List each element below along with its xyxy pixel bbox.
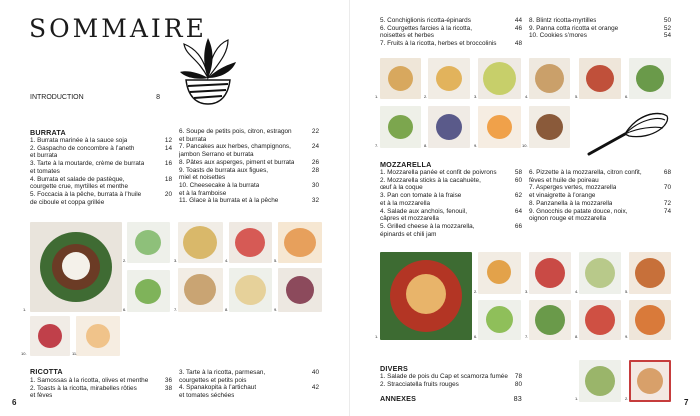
ricotta-cont-list-right	[529, 17, 671, 40]
toc-entry-title: 6. Soupe de petits pois, citron, estragon	[179, 128, 292, 135]
toc-entry[interactable]	[179, 174, 319, 182]
photo-foccacia[interactable]	[278, 222, 322, 263]
mozzarella-list-right	[529, 169, 671, 223]
toc-entry-title: 1. Burrata marinée à la sauce soja	[30, 137, 128, 144]
toc-entry[interactable]	[179, 151, 319, 159]
photo-label-9: 9.	[274, 307, 278, 312]
toc-entry[interactable]	[529, 192, 671, 200]
toc-entry[interactable]	[30, 176, 172, 184]
photo-label-r8: 8.	[424, 143, 428, 148]
photo-tarte-ricotta[interactable]	[478, 58, 521, 99]
toc-entry-title: 5. Conchiglionis ricotta-épinards	[380, 17, 471, 24]
toc-entry-page: 20	[164, 190, 172, 198]
toc-entry-title: 4. Salade aux anchois, fenouil,	[380, 207, 468, 215]
annexes-entry[interactable]	[380, 394, 522, 403]
toc-entry-page: 66	[514, 222, 522, 230]
toc-entry[interactable]	[179, 369, 319, 377]
photo-toasts-mirabelles[interactable]	[428, 58, 470, 99]
toc-entry[interactable]	[30, 160, 172, 168]
whisk-illustration	[587, 110, 672, 158]
toc-entry-page: 54	[663, 32, 671, 40]
toc-entry-page: 42	[311, 384, 319, 392]
toc-entry[interactable]	[380, 184, 522, 192]
toc-entry-title: fèves et huile de poireau	[529, 176, 599, 184]
mozzarella-heading: MOZZARELLA	[380, 160, 432, 169]
toc-entry-title: œuf à la coque	[380, 184, 423, 192]
mozzarella-list-left	[380, 169, 522, 238]
toc-entry-page: 46	[514, 24, 522, 32]
toc-entry[interactable]	[30, 152, 172, 160]
photo-tarte-moutarde[interactable]	[178, 222, 223, 263]
photo-samossas[interactable]	[380, 58, 421, 99]
photo-label-r6: 6.	[625, 94, 629, 99]
photo-label-m1: 1.	[375, 334, 379, 339]
toc-entry[interactable]	[179, 384, 319, 392]
toc-entry[interactable]	[380, 215, 522, 223]
page-number-right: 7	[684, 398, 689, 407]
toc-entry[interactable]	[380, 373, 522, 381]
toc-entry-title: 3. Pan con tomate à la fraise	[380, 192, 462, 200]
toc-entry[interactable]	[179, 377, 319, 385]
photo-blintz[interactable]	[428, 106, 470, 148]
toc-entry[interactable]	[179, 128, 319, 136]
toc-entry-title: et fèves	[30, 392, 53, 400]
photo-salade-pois-du-cap[interactable]	[579, 360, 621, 402]
toc-entry-title: oignon rouge et mozzarella	[529, 215, 607, 223]
photo-label-2: 2.	[123, 258, 127, 263]
toc-entry[interactable]	[30, 385, 172, 393]
toc-entry-page: 68	[663, 169, 671, 176]
toc-entry-page: 16	[164, 160, 172, 168]
toc-entry-title: 6. Pizzette à la mozzarella, citron confit,	[529, 169, 642, 176]
photo-label-m6: 6.	[474, 334, 478, 339]
toc-entry[interactable]	[529, 17, 671, 25]
photo-salade-pasteque[interactable]	[229, 222, 272, 263]
photo-label-d2: 2.	[625, 396, 629, 401]
intro-entry[interactable]	[30, 94, 160, 101]
photo-label-11: 11.	[72, 351, 78, 356]
intro-page: 8	[156, 94, 160, 101]
toc-entry-page: 14	[164, 144, 172, 152]
toc-entry-title: jambon Serrano et burrata	[179, 151, 254, 159]
photo-label-m9: 9.	[625, 334, 629, 339]
photo-gaspacho[interactable]	[127, 222, 170, 263]
photo-label-r7: 7.	[375, 143, 379, 148]
toc-entry[interactable]	[529, 32, 671, 40]
ricotta-list-left	[30, 377, 172, 400]
toc-entry-title: et tomates	[30, 167, 60, 175]
photo-label-6: 6.	[123, 307, 127, 312]
photo-asperges[interactable]	[529, 300, 571, 340]
photo-glace[interactable]	[76, 316, 120, 356]
toc-entry[interactable]	[380, 169, 522, 177]
toc-entry-title: 8. Pâtes aux asperges, piment et burrata	[179, 158, 295, 166]
photo-panzanella[interactable]	[579, 300, 621, 340]
toc-entry[interactable]	[30, 183, 172, 191]
toc-entry-title: 11. Glace à la burrata et à la pêche	[179, 197, 279, 205]
toc-entry[interactable]	[30, 145, 172, 153]
photo-stracciatella[interactable]	[629, 360, 671, 402]
toc-entry[interactable]	[380, 32, 522, 40]
photo-label-4: 4.	[225, 258, 229, 263]
toc-entry-title: 8. Panzanella à la mozzarella	[529, 199, 613, 207]
photo-grilled-cheese[interactable]	[629, 252, 671, 294]
toc-entry-page: 62	[514, 192, 522, 200]
toc-entry-title: 9. Toasts de burrata aux figues,	[179, 166, 269, 174]
toc-entry-title: 1. Mozzarella panée et confit de poivrons	[380, 169, 497, 176]
photo-label-m7: 7.	[525, 334, 529, 339]
photo-label-d1: 1.	[575, 396, 579, 401]
photo-mozzarella-sticks[interactable]	[478, 252, 521, 294]
toc-entry[interactable]	[179, 190, 319, 198]
burrata-list-left	[30, 137, 172, 206]
photo-spanakopita[interactable]	[529, 58, 570, 99]
right-page	[350, 0, 700, 416]
toc-entry-title: 9. Panna cotta ricotta et orange	[529, 24, 619, 32]
photo-courgettes-farcies[interactable]	[629, 58, 671, 99]
toc-entry-title: 2. Toasts à la ricotta, mirabelles rôties	[30, 384, 137, 392]
toc-entry-page: 26	[311, 158, 319, 166]
toc-entry-title: 4. Burrata et salade de pastèque,	[30, 175, 125, 183]
ricotta-cont-list-left	[380, 17, 522, 48]
toc-entry-title: courgette crue, myrtilles et menthe	[30, 183, 129, 191]
toc-entry-title: 5. Foccacia à la pêche, burrata à l’huile	[30, 190, 142, 198]
toc-entry-page: 38	[164, 384, 172, 392]
divers-list	[380, 373, 522, 388]
toc-entry-title: miel et noisettes	[179, 174, 226, 182]
toc-entry[interactable]	[529, 184, 671, 192]
toc-entry-title: 3. Tarte à la ricotta, parmesan,	[179, 369, 266, 376]
toc-entry-title: courgettes et petits pois	[179, 376, 247, 384]
toc-entry[interactable]	[380, 231, 522, 239]
photo-label-r10: 10.	[522, 143, 528, 148]
photo-mozzarella-panee[interactable]	[380, 252, 472, 340]
toc-entry[interactable]	[30, 137, 172, 145]
toc-entry-title: câpres et mozzarella	[380, 215, 439, 223]
toc-entry[interactable]	[380, 200, 522, 208]
toc-entry-page: 30	[311, 181, 319, 189]
toc-entry[interactable]	[179, 182, 319, 190]
burrata-heading: BURRATA	[30, 128, 66, 137]
toc-entry-title: 10. Cookies s’mores	[529, 32, 587, 40]
toc-entry-page: 40	[311, 369, 319, 376]
photo-label-5: 5.	[274, 258, 278, 263]
photo-label-m4: 4.	[575, 289, 579, 294]
toc-entry-title: 8. Blintz ricotta-myrtilles	[529, 17, 597, 24]
toc-entry-page: 36	[164, 377, 172, 384]
photo-label-r1: 1.	[375, 94, 379, 99]
photo-salade-anchois[interactable]	[579, 252, 621, 294]
burrata-list-right	[179, 128, 319, 205]
toc-entry[interactable]	[380, 25, 522, 33]
annexes-heading: ANNEXES	[380, 394, 417, 403]
toc-entry[interactable]	[380, 381, 522, 389]
toc-entry-title: 6. Courgettes farcies à la ricotta,	[380, 24, 472, 32]
photo-label-r2: 2.	[424, 94, 428, 99]
toc-entry-title: 7. Fruits à la ricotta, herbes et broccolinis	[380, 40, 497, 48]
toc-entry-page: 48	[514, 40, 522, 48]
toc-entry-page: 64	[514, 207, 522, 215]
toc-entry[interactable]	[380, 40, 522, 48]
photo-pancakes[interactable]	[178, 268, 223, 312]
photo-soupe-petits-pois[interactable]	[127, 270, 170, 312]
toc-entry[interactable]	[529, 208, 671, 216]
toc-entry-title: 4. Spanakopita à l’artichaut	[179, 384, 257, 392]
toc-entry[interactable]	[529, 25, 671, 33]
photo-cheesecake[interactable]	[30, 316, 70, 356]
toc-entry-title: 10. Cheesecake à la burrata	[179, 181, 260, 189]
toc-entry-page: 80	[514, 380, 522, 388]
toc-entry-page: 22	[311, 128, 319, 135]
toc-entry[interactable]	[529, 177, 671, 185]
toc-entry-title: 5. Grilled cheese à la mozzarella,	[380, 222, 475, 230]
photo-label-r3: 3.	[474, 94, 478, 99]
toc-entry[interactable]	[529, 200, 671, 208]
toc-entry-title: et burrata	[30, 152, 58, 160]
photo-gnocchis[interactable]	[629, 300, 671, 340]
toc-entry-page: 78	[514, 373, 522, 380]
toc-entry-title: épinards et chili jam	[380, 230, 437, 238]
toc-entry-page: 28	[311, 166, 319, 174]
toc-entry[interactable]	[380, 208, 522, 216]
toc-entry-title: 1. Salade de pois du Cap et scamorza fumée	[380, 373, 508, 380]
photo-toasts-figues[interactable]	[278, 268, 322, 312]
photo-label-r9: 9.	[474, 143, 478, 148]
toc-entry-title: et tomates séchées	[179, 392, 235, 400]
salad-bowl-illustration	[178, 38, 238, 110]
photo-label-7: 7.	[174, 307, 178, 312]
toc-entry-title: 1. Samossas à la ricotta, olives et menthe	[30, 377, 149, 384]
photo-label-3: 3.	[174, 258, 178, 263]
toc-entry[interactable]	[380, 17, 522, 25]
photo-label-m8: 8.	[575, 334, 579, 339]
photo-label-m5: 5.	[625, 289, 629, 294]
divers-heading: DIVERS	[380, 364, 408, 373]
toc-entry-page: 52	[663, 24, 671, 32]
toc-entry-title: et à la framboise	[179, 189, 227, 197]
toc-entry[interactable]	[179, 136, 319, 144]
toc-entry-page: 24	[311, 143, 319, 151]
toc-entry-page: 74	[663, 207, 671, 215]
toc-entry-title: et vinaigrette à l’orange	[529, 192, 596, 200]
photo-pan-con-tomate[interactable]	[529, 252, 571, 294]
toc-entry[interactable]	[380, 192, 522, 200]
photo-label-1: 1.	[23, 307, 27, 312]
annexes-page: 83	[513, 394, 522, 403]
toc-entry[interactable]	[179, 143, 319, 151]
photo-label-8: 8.	[225, 307, 229, 312]
photo-burrata-soja[interactable]	[30, 222, 122, 312]
photo-fruits-ricotta[interactable]	[380, 106, 421, 148]
toc-entry-title: de ciboule et coppa grillée	[30, 198, 105, 206]
toc-entry[interactable]	[30, 191, 172, 199]
toc-entry[interactable]	[380, 177, 522, 185]
toc-entry-page: 58	[514, 169, 522, 176]
intro-label: INTRODUCTION	[30, 94, 84, 101]
toc-entry-page: 44	[514, 17, 522, 24]
toc-entry-page: 72	[663, 199, 671, 207]
toc-entry[interactable]	[380, 223, 522, 231]
ricotta-heading: RICOTTA	[30, 367, 63, 376]
toc-entry-page: 70	[663, 184, 671, 192]
photo-conchiglionis[interactable]	[579, 58, 621, 99]
photo-label-r4: 4.	[525, 94, 529, 99]
toc-entry-title: 2. Mozzarella sticks à la cacahuète,	[380, 176, 481, 184]
toc-entry-title: 2. Stracciatella fruits rouges	[380, 380, 459, 388]
page-title: SOMMAIRE	[29, 14, 207, 43]
toc-entry[interactable]	[30, 392, 172, 400]
toc-entry[interactable]	[529, 169, 671, 177]
photo-pizzette[interactable]	[478, 300, 521, 340]
toc-entry-title: 7. Pancakes aux herbes, champignons,	[179, 143, 291, 151]
toc-entry-page: 12	[164, 137, 172, 144]
toc-entry-title: 9. Gnocchis de patate douce, noix,	[529, 207, 628, 215]
photo-cookies[interactable]	[529, 106, 570, 148]
toc-entry[interactable]	[179, 197, 319, 205]
toc-entry-page: 50	[663, 17, 671, 24]
photo-label-10: 10.	[21, 351, 27, 356]
photo-panna-cotta[interactable]	[478, 106, 521, 148]
toc-entry-title: 2. Gaspacho de concombre à l’aneth	[30, 144, 135, 152]
toc-entry-title: et à la mozzarella	[380, 199, 431, 207]
photo-label-m3: 3.	[525, 289, 529, 294]
toc-entry-title: 7. Asperges vertes, mozzarella	[529, 184, 617, 192]
toc-entry[interactable]	[179, 167, 319, 175]
toc-entry-title: et burrata	[179, 135, 207, 143]
toc-entry[interactable]	[30, 168, 172, 176]
toc-entry-page: 60	[514, 176, 522, 184]
photo-label-r5: 5.	[575, 94, 579, 99]
photo-pates-asperges[interactable]	[229, 268, 272, 312]
toc-entry-page: 32	[311, 197, 319, 205]
toc-entry-page: 18	[164, 175, 172, 183]
toc-entry-title: 3. Tarte à la moutarde, crème de burrata	[30, 160, 145, 168]
ricotta-list-right	[179, 369, 319, 400]
toc-entry[interactable]	[179, 159, 319, 167]
toc-entry-title: noisettes et herbes	[380, 32, 434, 40]
toc-entry[interactable]	[529, 215, 671, 223]
toc-entry[interactable]	[179, 392, 319, 400]
toc-entry[interactable]	[30, 199, 172, 207]
page-number-left: 6	[12, 398, 17, 407]
photo-label-m2: 2.	[474, 289, 478, 294]
toc-entry[interactable]	[30, 377, 172, 385]
